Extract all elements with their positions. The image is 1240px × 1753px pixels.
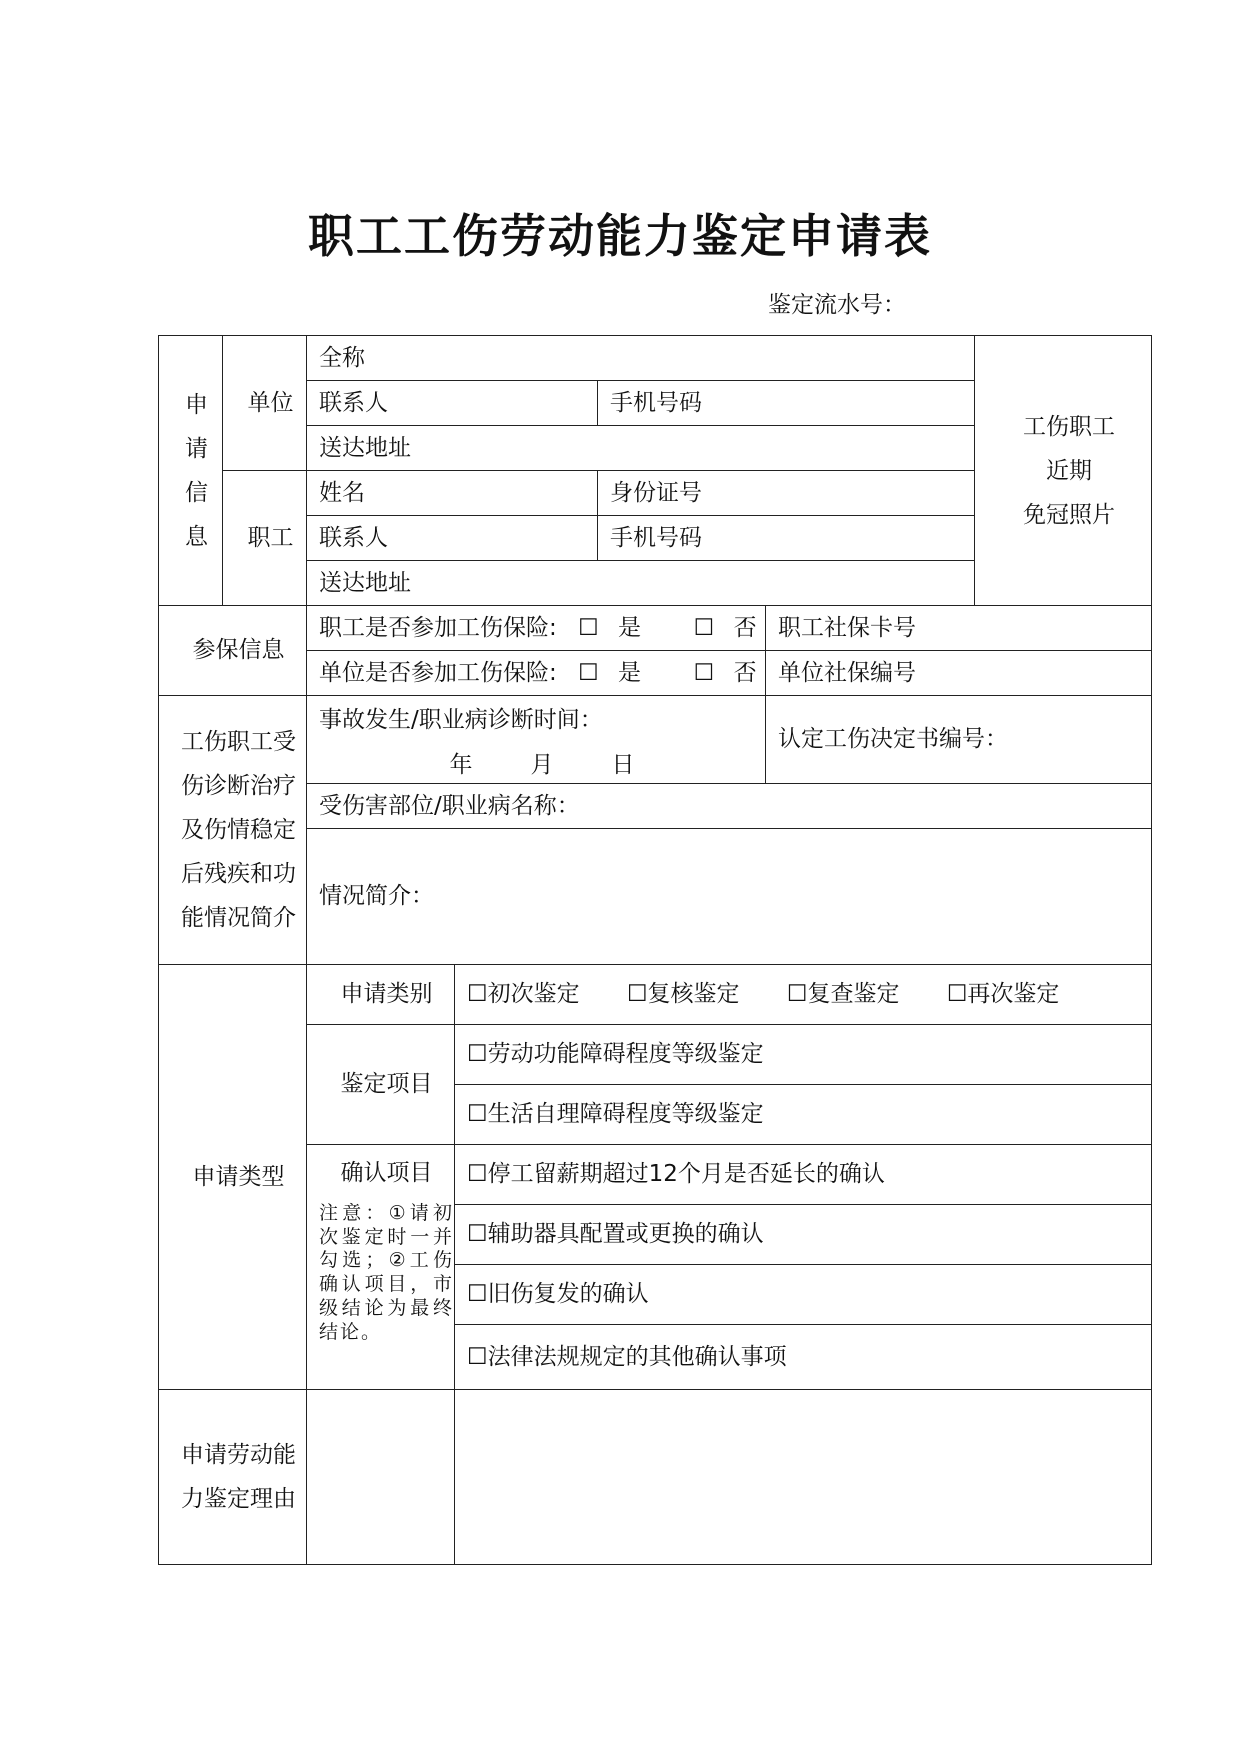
form-title: 职工工伤劳动能力鉴定申请表 — [308, 209, 932, 263]
unit-insured-yes-label: 是 — [618, 659, 641, 686]
apply-reason-blank-cell — [307, 1390, 455, 1565]
worker-insurance-question: 职工是否参加工伤保险: ☐ 是 ☐ 否 — [307, 606, 766, 651]
unit-social-number-field[interactable]: 单位社保编号 — [766, 651, 1152, 696]
worker-insured-no-label: 否 — [733, 614, 757, 641]
appraisal-item-label: 鉴定项目 — [307, 1025, 455, 1145]
worker-contact-field[interactable]: 联系人 — [307, 516, 598, 561]
apply-type-label: 申请类型 — [159, 965, 307, 1390]
unit-contact-field[interactable]: 联系人 — [307, 381, 598, 426]
apply-category-label: 申请类别 — [307, 965, 455, 1025]
unit-insured-no-label: 否 — [733, 659, 757, 686]
confirm-item-label-cell — [307, 1145, 455, 1390]
category-again-checkbox[interactable]: ☐再次鉴定 — [946, 981, 1060, 1008]
worker-insured-no-checkbox[interactable]: ☐ — [693, 614, 715, 641]
confirm-aid-device-checkbox[interactable]: ☐辅助器具配置或更换的确认 — [455, 1205, 1152, 1265]
worker-id-field[interactable]: 身份证号 — [598, 471, 975, 516]
item-self-care-checkbox[interactable]: ☐生活自理障碍程度等级鉴定 — [455, 1085, 1152, 1145]
worker-phone-field[interactable]: 手机号码 — [598, 516, 975, 561]
item-labor-function-checkbox[interactable]: ☐劳动功能障碍程度等级鉴定 — [455, 1025, 1152, 1085]
worker-insured-yes-checkbox[interactable]: ☐ — [578, 614, 599, 641]
injury-decision-number-field[interactable]: 认定工伤决定书编号： — [766, 696, 1152, 784]
unit-label: 单位 — [223, 336, 307, 471]
apply-info-section-label: 申 请 信 息 — [159, 336, 223, 606]
category-review-checkbox[interactable]: ☐复核鉴定 — [626, 981, 740, 1008]
unit-insurance-question: 单位是否参加工伤保险: ☐ 是 ☐ 否 — [307, 651, 766, 696]
confirm-item-label: 确认项目 — [340, 1160, 433, 1186]
unit-phone-field[interactable]: 手机号码 — [598, 381, 975, 426]
unit-full-name-field[interactable]: 全称 — [307, 336, 975, 381]
serial-number-label: 鉴定流水号： — [768, 292, 906, 318]
unit-insured-no-checkbox[interactable]: ☐ — [693, 659, 715, 686]
worker-insured-yes-label: 是 — [618, 614, 641, 641]
unit-address-field[interactable]: 送达地址 — [307, 426, 975, 471]
confirm-other-matters-checkbox[interactable]: ☐法律法规规定的其他确认事项 — [455, 1325, 1152, 1390]
apply-category-options — [455, 965, 1152, 1025]
apply-reason-label: 申请劳动能 力鉴定理由 — [159, 1390, 307, 1565]
insurance-label: 参保信息 — [159, 606, 307, 696]
injured-body-part-field[interactable]: 受伤害部位/职业病名称： — [307, 784, 1152, 829]
category-initial-checkbox[interactable]: ☐初次鉴定 — [467, 981, 580, 1008]
worker-address-field[interactable]: 送达地址 — [307, 561, 975, 606]
application-form-table — [158, 335, 1152, 1565]
worker-social-card-field[interactable]: 职工社保卡号 — [766, 606, 1152, 651]
photo-placeholder: 工伤职工 近期 免冠照片 — [975, 336, 1152, 606]
unit-insured-yes-checkbox[interactable]: ☐ — [578, 659, 599, 686]
injury-section-label: 工伤职工受 伤诊断治疗 及伤情稳定 后残疾和功 能情况简介 — [159, 696, 307, 965]
worker-label: 职工 — [223, 471, 307, 606]
worker-name-field[interactable]: 姓名 — [307, 471, 598, 516]
injury-date-field[interactable]: 事故发生/职业病诊断时间： 年 月 日 — [307, 696, 766, 784]
category-recheck-checkbox[interactable]: ☐复查鉴定 — [786, 981, 900, 1008]
confirm-old-injury-checkbox[interactable]: ☐旧伤复发的确认 — [455, 1265, 1152, 1325]
injury-summary-field[interactable]: 情况简介： — [307, 829, 1152, 965]
injury-date-parts: 年 月 日 — [449, 751, 635, 778]
apply-reason-field[interactable] — [455, 1390, 1152, 1565]
confirm-extend-leave-checkbox[interactable]: ☐停工留薪期超过12个月是否延长的确认 — [455, 1145, 1152, 1205]
confirm-item-note: 注意：①请初次鉴定时一并勾选；②工伤确认项目，市级结论为最终结论。 — [319, 1201, 454, 1343]
